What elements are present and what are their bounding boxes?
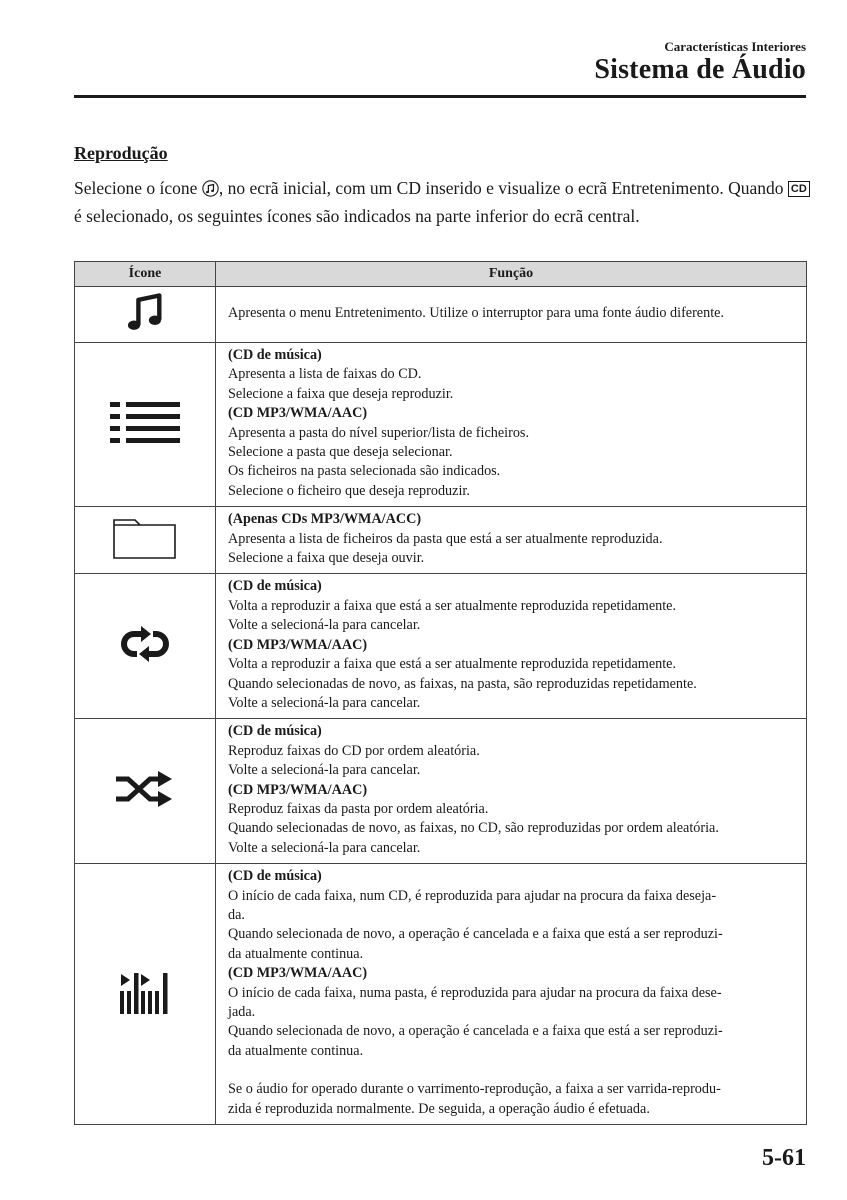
description-line: Apresenta a pasta do nível superior/lista de ficheiros. bbox=[228, 424, 529, 441]
header-rule bbox=[74, 95, 806, 98]
icon-cell bbox=[75, 719, 216, 864]
subheading-line: (CD MP3/WMA/AAC) bbox=[228, 405, 368, 422]
subheading-line: (CD de música) bbox=[228, 578, 322, 595]
header-subtitle: Características Interiores bbox=[664, 39, 806, 54]
description-line: Selecione o ficheiro que deseja reproduzir. bbox=[228, 482, 470, 499]
description-line: O início de cada faixa, num CD, é reproduzida para ajudar na procura da faixa deseja- bbox=[228, 887, 717, 904]
music-note-icon bbox=[123, 321, 167, 338]
table-header-row bbox=[75, 262, 807, 287]
description-line: Apresenta a lista de ficheiros da pasta que está a ser atualmente reproduzida. bbox=[228, 530, 663, 547]
description-line: Quando selecionada de novo, a operação é cancelada e a faixa que está a ser reproduzi- bbox=[228, 926, 723, 943]
description-line: Volte a selecioná-la para cancelar. bbox=[228, 617, 421, 634]
function-cell bbox=[216, 719, 807, 864]
page-title: Sistema de Áudio bbox=[594, 54, 806, 85]
description-line: Apresenta a lista de faixas do CD. bbox=[228, 366, 422, 383]
shuffle-icon bbox=[114, 797, 176, 814]
description-line: da atualmente continua. bbox=[228, 945, 364, 962]
description-line: Reproduz faixas da pasta por ordem aleatória. bbox=[228, 800, 489, 817]
page-number: 5-61 bbox=[762, 1145, 806, 1171]
table-body bbox=[75, 287, 807, 1125]
subheading-line: (CD MP3/WMA/AAC) bbox=[228, 965, 368, 982]
function-cell bbox=[216, 507, 807, 574]
column-header-function: Função bbox=[216, 262, 807, 287]
table-row bbox=[75, 287, 807, 343]
description-line: Apresenta o menu Entretenimento. Utilize o interruptor para uma fonte áudio diferente. bbox=[228, 304, 724, 321]
subheading-line: (CD MP3/WMA/AAC) bbox=[228, 636, 368, 653]
description-line: Selecione a pasta que deseja selecionar. bbox=[228, 444, 453, 461]
description-line: Selecione a faixa que deseja ouvir. bbox=[228, 550, 425, 567]
blank-line bbox=[228, 1061, 794, 1080]
icon-cell bbox=[75, 574, 216, 719]
description-line: Volta a reproduzir a faixa que está a ser atualmente reproduzida repetidamente. bbox=[228, 656, 677, 673]
description-line: Selecione a faixa que deseja reproduzir. bbox=[228, 385, 454, 402]
icon-function-table bbox=[74, 261, 807, 1125]
cd-icon: CD bbox=[788, 181, 810, 197]
function-cell bbox=[216, 343, 807, 507]
description-line: da. bbox=[228, 906, 245, 923]
description-line: Volte a selecioná-la para cancelar. bbox=[228, 694, 421, 711]
section-heading: Reprodução bbox=[74, 143, 168, 163]
subheading-line: (CD de música) bbox=[228, 868, 322, 885]
function-cell bbox=[216, 574, 807, 719]
description-line: Reproduz faixas do CD por ordem aleatória. bbox=[228, 742, 480, 759]
description-line: Volta a reproduzir a faixa que está a ser atualmente reproduzida repetidamente. bbox=[228, 597, 677, 614]
intro-text-4: é selecionado, os seguintes ícones são indicados na parte inferior do ecrã central. bbox=[74, 206, 640, 226]
table-row bbox=[75, 574, 807, 719]
description-line: Quando selecionadas de novo, as faixas, no CD, são reproduzidas por ordem aleatória. bbox=[228, 820, 719, 837]
intro-text-2: , no ecrã inicial, com um CD inserido e visualize o ecrã Entretenimento. bbox=[218, 178, 724, 198]
table-row bbox=[75, 719, 807, 864]
description-line: Volte a selecioná-la para cancelar. bbox=[228, 839, 421, 856]
repeat-icon bbox=[115, 651, 175, 668]
table-row bbox=[75, 507, 807, 574]
intro-paragraph bbox=[74, 176, 814, 229]
folder-icon bbox=[113, 547, 177, 564]
icon-cell bbox=[75, 343, 216, 507]
icon-cell bbox=[75, 864, 216, 1125]
description-line: Se o áudio for operado durante o varrimento-reprodução, a faixa a ser varrida-reprodu- bbox=[228, 1081, 721, 1098]
table-row bbox=[75, 343, 807, 507]
subheading-line: (CD MP3/WMA/AAC) bbox=[228, 781, 368, 798]
list-icon bbox=[110, 430, 180, 447]
scan-icon bbox=[117, 1001, 173, 1018]
intro-text-3: Quando bbox=[728, 178, 784, 198]
description-line: da atualmente continua. bbox=[228, 1042, 364, 1059]
subheading-line: (Apenas CDs MP3/WMA/ACC) bbox=[228, 511, 422, 528]
description-line: zida é reproduzida normalmente. De seguida, a operação áudio é efetuada. bbox=[228, 1100, 650, 1117]
function-cell bbox=[216, 287, 807, 343]
function-cell bbox=[216, 864, 807, 1125]
icon-cell bbox=[75, 287, 216, 343]
subheading-line: (CD de música) bbox=[228, 723, 322, 740]
column-header-icon: Ícone bbox=[75, 262, 216, 287]
description-line: O início de cada faixa, numa pasta, é reproduzida para ajudar na procura da faixa dese- bbox=[228, 984, 722, 1001]
subheading-line: (CD de música) bbox=[228, 347, 322, 363]
description-line: Volte a selecioná-la para cancelar. bbox=[228, 762, 421, 779]
description-line: Quando selecionada de novo, a operação é cancelada e a faixa que está a ser reproduzi- bbox=[228, 1023, 723, 1040]
description-line: Quando selecionadas de novo, as faixas, na pasta, são reproduzidas repetidamente. bbox=[228, 675, 697, 692]
intro-text-1: Selecione o ícone bbox=[74, 178, 198, 198]
music-note-icon bbox=[202, 179, 219, 204]
description-line: jada. bbox=[228, 1004, 256, 1020]
icon-cell bbox=[75, 507, 216, 574]
description-line: Os ficheiros na pasta selecionada são indicados. bbox=[228, 463, 501, 480]
table-row bbox=[75, 864, 807, 1125]
